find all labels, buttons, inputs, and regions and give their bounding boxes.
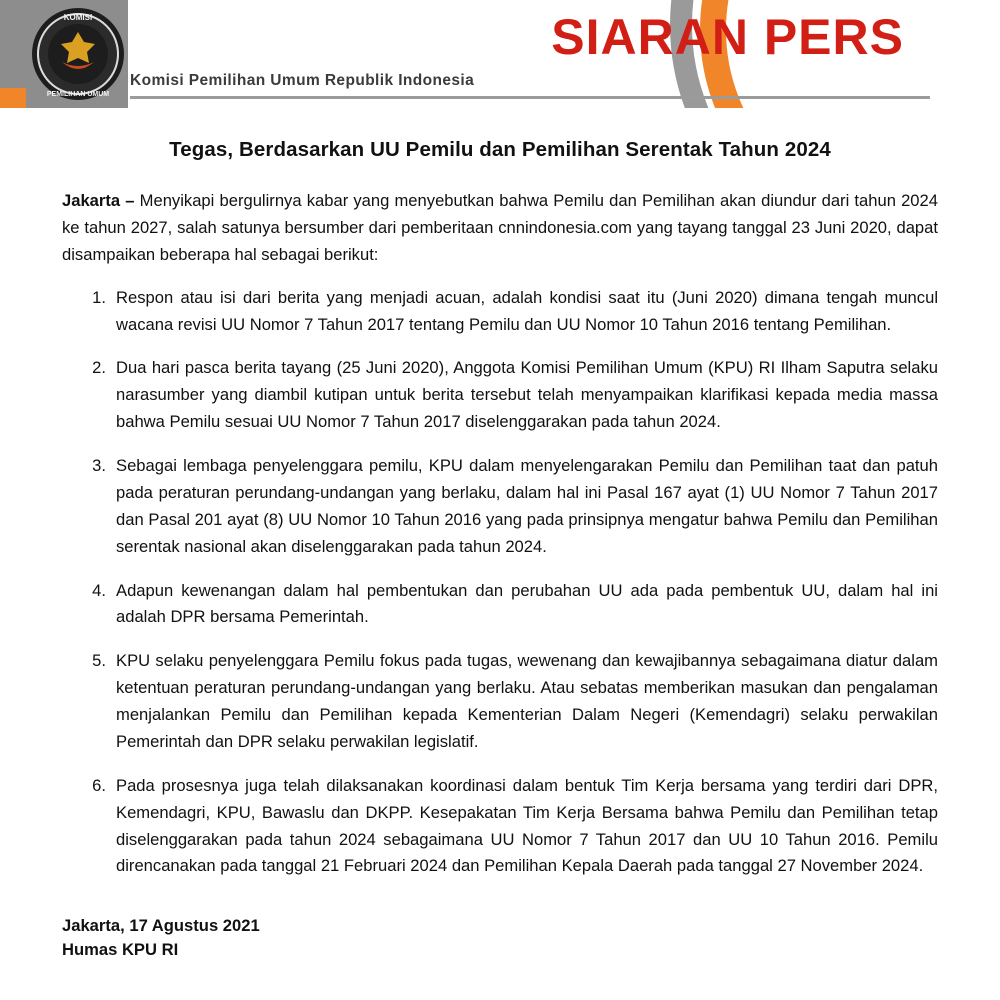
lead-text: Menyikapi bergulirnya kabar yang menyebutkan bahwa Pemilu dan Pemilihan akan diundur dari tahun 2024 ke tahun 2027, salah satunya bersumber dari pemberitaan cnnindonesia.com yang tayang tanggal 23 Juni 2020, dapat disampaikan beberapa hal sebagai berikut: [62,191,938,264]
list-item-number: 1. [92,287,106,307]
list-item-text: Adapun kewenangan dalam hal pembentukan dan perubahan UU ada pada pembentuk UU, dalam hal ini adalah DPR bersama Pemerintah. [116,580,938,627]
list-item-text: Pada prosesnya juga telah dilaksanakan koordinasi dalam bentuk Tim Kerja bersama yang terdiri dari DPR, Kemendagri, KPU, Bawaslu dan DKPP. Kesepakatan Tim Kerja Bersama bahwa Pemilu dan Pemilihan tetap diselenggarakan pada tahun 2024 sebagaimana UU Nomor 7 Tahun 2017 dan UU 10 Tahun 2016. Pemilu direncanakan pada tanggal 21 Februari 2024 dan Pemilihan Kepala Daerah pada tanggal 27 November 2024. [116,775,938,876]
list-item [80,355,938,436]
list-item-number: 6. [92,775,106,795]
document-body [0,108,1000,1000]
numbered-list [80,285,938,881]
lead-paragraph [62,188,938,269]
kpu-logo-icon [30,6,126,102]
signoff-place-date: Jakarta, 17 Agustus 2021 [62,916,260,936]
list-item-number: 5. [92,651,106,671]
document-header [0,0,1000,108]
list-item-text: Respon atau isi dari berita yang menjadi acuan, adalah kondisi saat itu (Juni 2020) dimana tengah muncul wacana revisi UU Nomor 7 Tahun 2017 tentang Pemilu dan UU Nomor 10 Tahun 2016 tentang Pemilihan. [116,287,938,334]
list-item-number: 2. [92,358,106,378]
list-item-text: Dua hari pasca berita tayang (25 Juni 2020), Anggota Komisi Pemilihan Umum (KPU) RI Ilham Saputra selaku narasumber yang diambil kutipan untuk berita tersebut telah menyampaikan klarifikasi kepada media massa bahwa Pemilu sesuai UU Nomor 7 Tahun 2017 diselenggarakan pada tahun 2024. [116,358,938,432]
list-item-number: 3. [92,456,106,475]
header-divider [130,96,930,99]
list-item [80,648,938,756]
footer-whitespace [62,962,938,1000]
dateline: Jakarta – [62,191,135,210]
page-title: Tegas, Berdasarkan UU Pemilu dan Pemilihan Serentak Tahun 2024 [169,138,831,161]
header-left-orange-strip [0,88,26,108]
siaran-pers-banner-title: SIARAN PERS [551,9,904,65]
list-item-number: 4. [92,580,106,600]
list-item [80,453,938,561]
signoff-name: Humas KPU RI [62,940,179,960]
svg-text:PEMILIHAN UMUM: PEMILIHAN UMUM [46,91,110,98]
institution-name: Komisi Pemilihan Umum Republik Indonesia [130,72,475,89]
svg-text:KOMISI: KOMISI [63,13,93,22]
signoff-block [62,914,938,962]
list-item [80,578,938,632]
header-left-grey-strip [0,0,26,96]
list-item-text: Sebagai lembaga penyelenggara pemilu, KPU dalam menyelengarakan Pemilu dan Pemilihan taat dan patuh pada peraturan perundang-undangan yang berlaku, dalam hal ini Pasal 167 ayat (1) UU Nomor 7 Tahun 2017 dan Pasal 201 ayat (8) UU Nomor 10 Tahun 2016 yang pada prinsipnya mengatur bahwa Pemilu dan Pemilihan serentak nasional akan diselenggarakan pada tahun 2024. [116,456,938,556]
list-item-text: KPU selaku penyelenggara Pemilu fokus pada tugas, wewenang dan kewajibannya sebagaimana diatur dalam ketentuan peraturan perundang-undangan yang berlaku. Atau sebatas memberikan masukan dan pengalaman menjalankan Pemilu dan Pemilihan kepada Kementerian Dalam Negeri (Kemendagri) selaku perwakilan Pemerintah dan DPR selaku perwakilan legislatif. [116,651,938,751]
list-item [80,285,938,339]
list-item [80,773,938,881]
